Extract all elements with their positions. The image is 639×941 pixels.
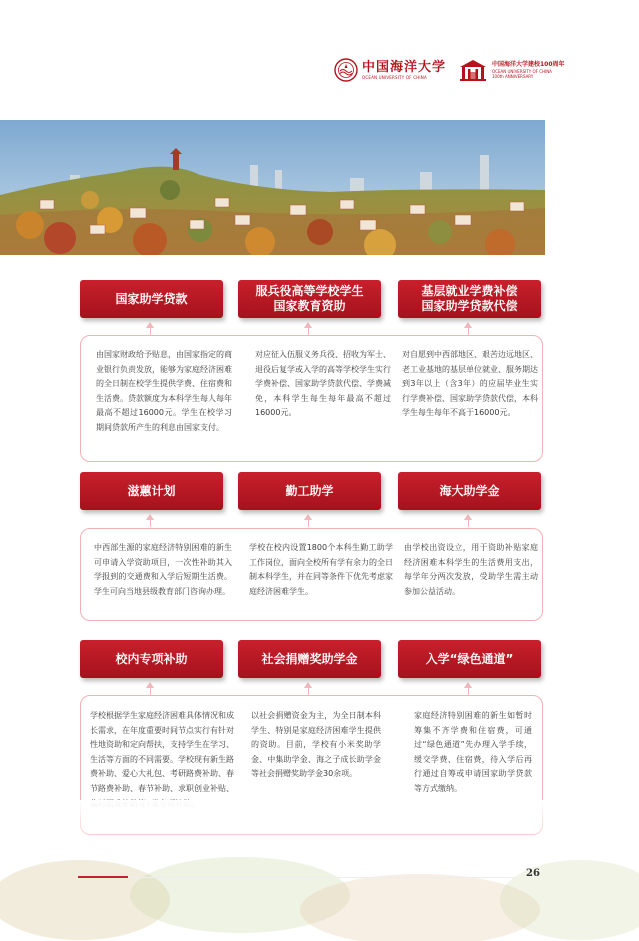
ouc-logo — [334, 58, 446, 82]
card-title-line: 校内专项补助 — [115, 651, 188, 666]
university-name-cn: 中国海洋大学 — [362, 60, 447, 75]
anniversary-title-en-2: 100th ANNIVERSARY — [492, 74, 534, 79]
footer-rule — [128, 877, 516, 878]
anniversary-gate-icon — [458, 58, 488, 82]
card-title-line: 海大助学金 — [439, 483, 500, 498]
header-logos — [330, 58, 630, 88]
card-text-donation-scholarship: 以社会捐赠资金为主，为全日制本科学生、特别是家庭经济困难学生提供的资助。目前，学校有小米奖助学金、中集助学金、海之子成长助学金等社会捐赠奖助学金30余项。 — [251, 711, 381, 779]
card-title-line: 基层就业学费补偿 — [421, 284, 518, 298]
card-title — [398, 640, 541, 678]
card-title-line: 社会捐赠奖助学金 — [261, 651, 358, 666]
watercolor-campus-background — [0, 800, 639, 941]
card-title — [238, 640, 381, 678]
footer-accent-line — [78, 876, 128, 878]
card-text-military-service-aid: 对应征入伍服义务兵役、招收为军士、退役后复学或入学的高等学校学生实行学费补偿、国家助学贷款代偿、学费减免，本科学生每生每年最高不超过16000元。 — [255, 350, 391, 418]
card-title — [238, 472, 381, 510]
arrow-up-icon — [468, 323, 469, 335]
card-title-line: 入学“绿色通道” — [425, 651, 514, 666]
card-title-line: 国家助学贷款代偿 — [421, 299, 518, 313]
card-title-line: 国家教育资助 — [273, 299, 346, 313]
arrow-up-icon — [308, 515, 309, 527]
card-text-zihui-plan: 中西部生源的家庭经济特别困难的新生可申请入学资助项目，一次性补助其入学报到的交通费和入学后短期生活费。学生可向当地县级教育部门咨询办理。 — [94, 543, 232, 596]
university-seal-icon — [334, 58, 358, 82]
card-text-ouc-grant: 由学校出资设立，用于资助补贴家庭经济困难本科学生的生活费用支出，每学年分两次发放，受助学生需主动参加公益活动。 — [404, 543, 538, 596]
card-text-national-student-loan: 由国家财政给予贴息，由国家指定的商业银行负责发放，能够为家庭经济困难的全日制在校学生提供学费、住宿费和生活费。贷款额度为本科学生每人每年最高不超过16000元。学生在校学习期间贷款所产生的利息由国家支付。 — [96, 350, 232, 432]
card-text-work-study: 学校在校内设置1800个本科生勤工助学工作岗位，面向全校所有学有余力的全日制本科学生，并在同等条件下优先考虑家庭经济困难学生。 — [249, 543, 393, 596]
page-number: 26 — [526, 868, 540, 879]
arrow-up-icon — [308, 683, 309, 695]
arrow-up-icon — [468, 515, 469, 527]
card-title-line: 服兵役高等学校学生 — [255, 284, 364, 298]
card-title — [80, 280, 223, 318]
campus-hillside-photo — [0, 120, 545, 255]
arrow-up-icon — [308, 323, 309, 335]
anniversary-logo — [458, 58, 565, 82]
arrow-up-icon — [150, 323, 151, 335]
arrow-up-icon — [468, 683, 469, 695]
university-name-en: OCEAN UNIVERSITY OF CHINA — [362, 75, 427, 80]
campus-photo-illustration — [0, 120, 545, 255]
card-title — [80, 472, 223, 510]
card-title — [238, 280, 381, 318]
anniversary-title-cn: 中国海洋大学建校100周年 — [492, 61, 565, 68]
card-text-green-channel: 家庭经济特别困难的新生如暂时筹集不齐学费和住宿费，可通过“绿色通道”先办理入学手续，缓交学费、住宿费，待入学后再行通过自筹或申请国家助学贷款等方式缴纳。 — [414, 711, 532, 793]
card-text-campus-special-subsidy: 学校根据学生家庭经济困难具体情况和成长需求，在年度重要时间节点实行有针对性地资助和定向帮扶，支持学生在学习、生活等方面的不同需要。学校现有新生路费补助、爱心大礼包、考研路费补助、春节路费补助、春节补助、求职创业补贴、 — [90, 711, 234, 793]
card-title — [398, 472, 541, 510]
card-text-grassroots-employment: 对自愿到中西部地区、艰苦边远地区、老工业基地的基层单位就业、服务期达到3年以上（含3年）的应届毕业生实行学费补偿、国家助学贷款代偿，本科学生每生每年不高于16000元。 — [402, 350, 538, 418]
card-title-line: 滋蕙计划 — [127, 483, 176, 498]
arrow-up-icon — [150, 683, 151, 695]
anniversary-title-en-1: OCEAN UNIVERSITY OF CHINA — [492, 69, 552, 74]
arrow-up-icon — [150, 515, 151, 527]
card-title-line: 国家助学贷款 — [115, 291, 188, 306]
card-title — [80, 640, 223, 678]
card-title-line: 勤工助学 — [285, 483, 334, 498]
card-title — [398, 280, 541, 318]
